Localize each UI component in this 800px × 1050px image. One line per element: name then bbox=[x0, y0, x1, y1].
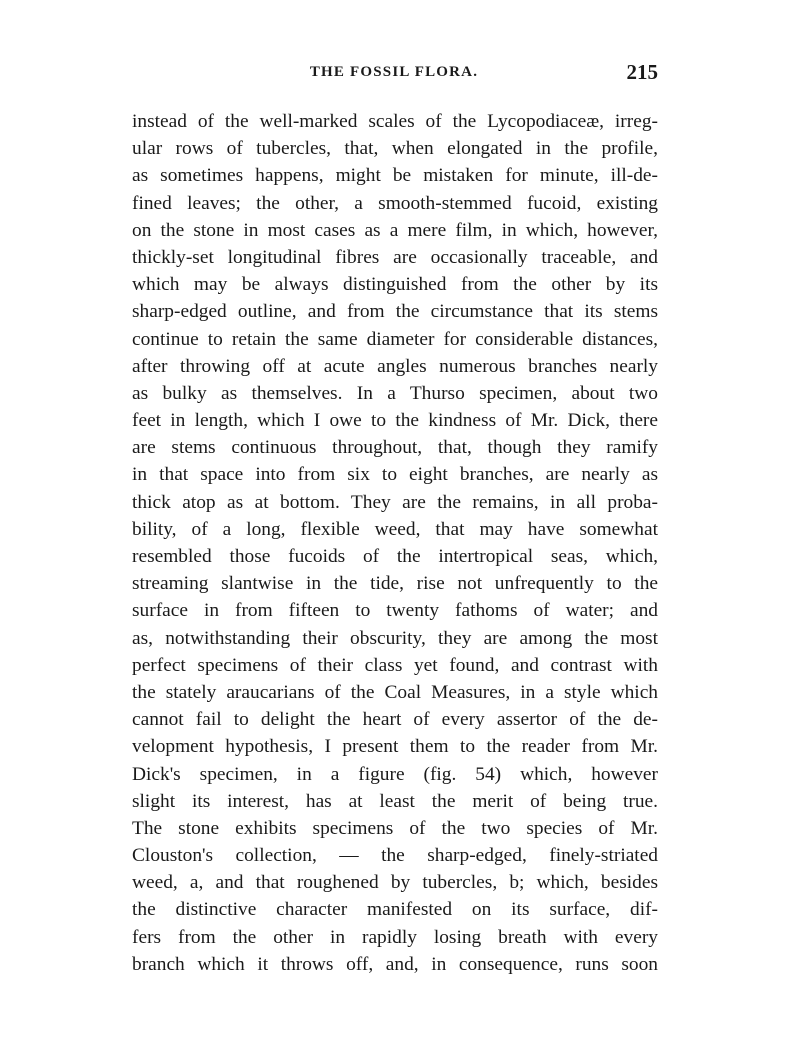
text-line: in that space into from six to eight branches, are nearly as bbox=[132, 464, 658, 486]
text-line: as sometimes happens, might be mistaken for minute, ill-de- bbox=[132, 165, 658, 187]
text-line: perfect specimens of their class yet found, and contrast with bbox=[132, 654, 658, 676]
text-line: thickly-set longitudinal fibres are occasionally traceable, and bbox=[132, 246, 658, 268]
text-line: after throwing off at acute angles numerous branches nearly bbox=[132, 355, 658, 377]
text-line: as, notwithstanding their obscurity, they are among the most bbox=[132, 627, 658, 649]
text-line: cannot fail to delight the heart of every assertor of the de- bbox=[132, 709, 658, 731]
text-line: bility, of a long, flexible weed, that may have somewhat bbox=[132, 518, 658, 540]
running-head bbox=[130, 60, 658, 90]
text-line: feet in length, which I owe to the kindness of Mr. Dick, there bbox=[132, 410, 658, 432]
text-line: are stems continuous throughout, that, though they ramify bbox=[132, 437, 658, 459]
text-line: ular rows of tubercles, that, when elongated in the profile, bbox=[132, 138, 658, 160]
page-number: 215 bbox=[626, 60, 658, 84]
text-line: continue to retain the same diameter for considerable distances, bbox=[132, 328, 658, 350]
text-line: the distinctive character manifested on its surface, dif- bbox=[132, 899, 658, 921]
text-line: resembled those fucoids of the intertropical seas, which, bbox=[132, 546, 658, 567]
text-line: the stately araucarians of the Coal Measures, in a style which bbox=[132, 681, 658, 703]
text-line: which may be always distinguished from the other by its bbox=[132, 274, 658, 296]
text-line: Dick's specimen, in a figure (fig. 54) which, however bbox=[132, 763, 658, 785]
text-line: velopment hypothesis, I present them to the reader from Mr. bbox=[132, 736, 658, 758]
text-line: streaming slantwise in the tide, rise not unfrequently to the bbox=[132, 573, 658, 595]
text-line: The stone exhibits specimens of the two species of Mr. bbox=[132, 817, 658, 839]
text-line: as bulky as themselves. In a Thurso specimen, about two bbox=[132, 382, 658, 404]
text-line: fers from the other in rapidly losing breath with every bbox=[132, 926, 658, 948]
text-line: on the stone in most cases as a mere film, in which, however, bbox=[132, 219, 658, 241]
text-line: fined leaves; the other, a smooth-stemmed fucoid, existing bbox=[132, 192, 658, 214]
text-line: sharp-edged outline, and from the circumstance that its stems bbox=[132, 301, 658, 323]
text-line: weed, a, and that roughened by tubercles, b; which, besides bbox=[132, 872, 658, 894]
text-line: Clouston's collection, — the sharp-edged, finely-striated bbox=[132, 845, 658, 867]
text-line: slight its interest, has at least the merit of being true. bbox=[132, 790, 658, 812]
running-title: THE FOSSIL FLORA. bbox=[309, 64, 479, 80]
text-line: branch which it throws off, and, in consequence, runs soon bbox=[132, 953, 658, 975]
text-line: thick atop as at bottom. They are the remains, in all proba- bbox=[132, 491, 658, 513]
body-text bbox=[132, 108, 658, 978]
text-line: instead of the well-marked scales of the Lycopodiaceæ, irreg- bbox=[132, 111, 658, 132]
text-line: surface in from fifteen to twenty fathoms of water; and bbox=[132, 600, 658, 622]
